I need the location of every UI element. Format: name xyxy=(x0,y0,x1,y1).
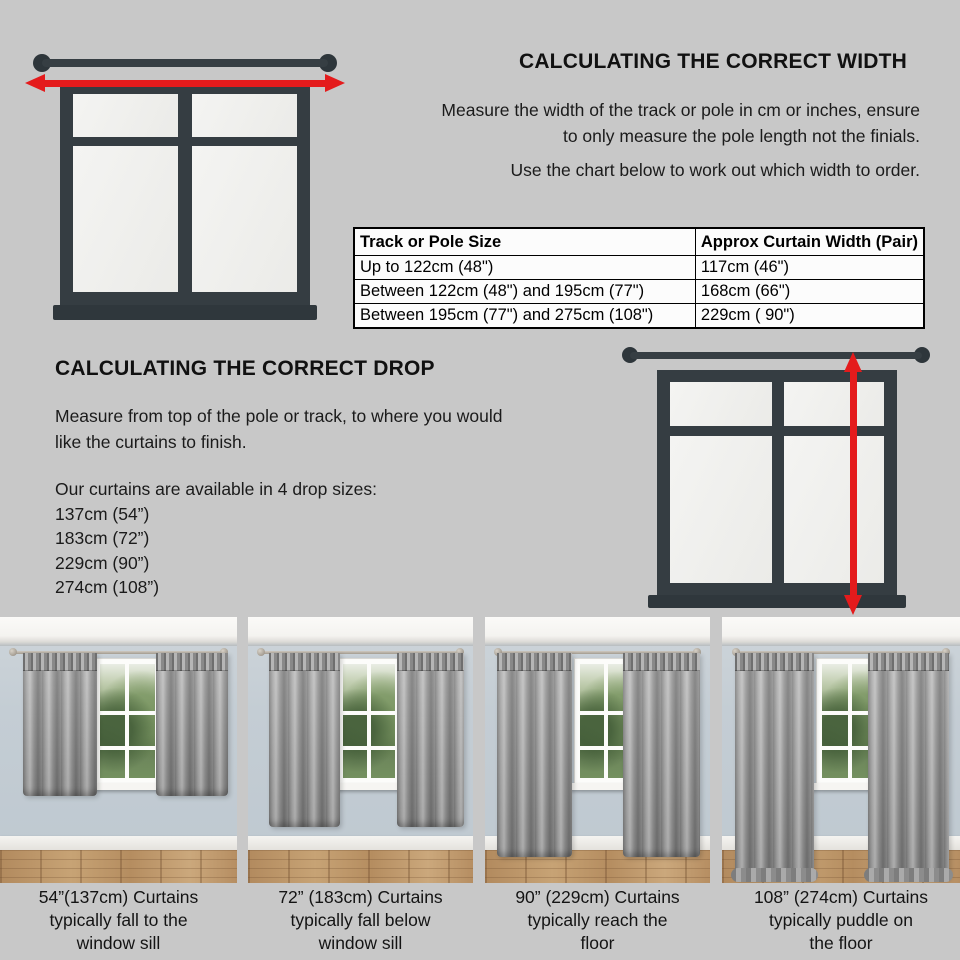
cornice xyxy=(0,617,237,646)
window-mullion xyxy=(367,664,371,778)
baseboard xyxy=(248,836,473,850)
caption-90in xyxy=(485,886,710,955)
drop-measure-illustration xyxy=(620,345,940,620)
width-section-title: CALCULATING THE CORRECT WIDTH xyxy=(518,50,907,73)
room-window xyxy=(337,658,401,784)
wood-floor xyxy=(248,850,473,883)
caption-line: typically reach the xyxy=(527,910,668,930)
window-mullion xyxy=(604,664,608,778)
drop-sizes-intro: Our curtains are available in 4 drop sizes: xyxy=(55,479,377,499)
caption-108in xyxy=(722,886,960,955)
width-body-line2: to only measure the pole length not the finials. xyxy=(562,126,920,146)
caption-line: floor xyxy=(580,933,615,953)
curtain-right xyxy=(868,653,949,880)
caption-line: the floor xyxy=(809,933,873,953)
window-mullion xyxy=(848,664,852,778)
window-mullion xyxy=(343,711,395,715)
table-header-row xyxy=(354,228,924,256)
drop-size-item: 229cm (90”) xyxy=(55,552,150,573)
photo-54in-curtains xyxy=(0,617,237,883)
table-cell-width: 229cm ( 90") xyxy=(695,304,924,329)
window-sill-graphic xyxy=(648,595,906,608)
curtain-pole-graphic xyxy=(630,352,922,359)
caption-line: 54”(137cm) Curtains xyxy=(38,887,199,907)
table-cell-pole: Between 195cm (77") and 275cm (108") xyxy=(354,304,695,329)
curtain-pole-graphic xyxy=(42,59,328,67)
drop-section-body xyxy=(55,403,502,455)
caption-line: 72” (183cm) Curtains xyxy=(278,887,443,907)
window-sill-graphic xyxy=(53,305,317,320)
window-pane xyxy=(784,382,884,426)
drop-arrow-icon xyxy=(844,352,862,615)
window-mullion xyxy=(100,711,155,715)
table-header-pole-size: Track or Pole Size xyxy=(354,228,695,256)
table-cell-pole: Between 122cm (48") and 195cm (77") xyxy=(354,280,695,304)
pole-finial-icon xyxy=(9,648,17,656)
window-sill xyxy=(333,783,405,790)
pole-finial-icon xyxy=(257,648,265,656)
width-arrow-icon xyxy=(25,74,345,93)
window-sill xyxy=(90,783,165,790)
window-mullion xyxy=(100,746,155,750)
caption-54in xyxy=(0,886,237,955)
table-cell-width: 168cm (66") xyxy=(695,280,924,304)
table-row xyxy=(354,304,924,329)
width-body-line1: Measure the width of the track or pole in cm or inches, ensure xyxy=(441,100,920,120)
window-pane xyxy=(670,436,772,583)
width-section-note: Use the chart below to work out which width to order. xyxy=(510,160,920,180)
window-pane xyxy=(73,146,178,292)
curtain-left xyxy=(23,653,98,796)
table-header-curtain-width: Approx Curtain Width (Pair) xyxy=(695,228,924,256)
drop-size-item: 137cm (54”) xyxy=(55,503,150,524)
arrow-shaft xyxy=(41,80,329,87)
caption-72in xyxy=(248,886,473,955)
cornice xyxy=(248,617,473,646)
cornice xyxy=(485,617,710,646)
curtain-right xyxy=(156,653,227,796)
window-graphic xyxy=(60,82,310,305)
cornice xyxy=(722,617,960,646)
caption-line: 90” (229cm) Curtains xyxy=(515,887,680,907)
table-cell-width: 117cm (46") xyxy=(695,256,924,280)
wood-floor xyxy=(0,850,237,883)
window-pane xyxy=(784,436,884,583)
curtain-right xyxy=(397,653,465,827)
curtain-left xyxy=(497,653,571,857)
size-table xyxy=(353,227,925,329)
drop-sizes-list xyxy=(55,477,377,600)
caption-line: typically fall to the xyxy=(49,910,188,930)
arrow-head-right xyxy=(325,74,345,92)
curtain-left xyxy=(269,653,340,827)
width-measure-illustration xyxy=(15,45,345,330)
arrow-shaft xyxy=(850,368,857,599)
window-pane xyxy=(192,146,297,292)
table-row xyxy=(354,280,924,304)
drop-size-item: 183cm (72”) xyxy=(55,528,150,548)
photo-90in-curtains xyxy=(485,617,710,883)
caption-line: window sill xyxy=(318,933,403,953)
caption-line: 108” (274cm) Curtains xyxy=(753,887,929,907)
photo-72in-curtains xyxy=(248,617,473,883)
curtain-right xyxy=(623,653,700,857)
window-pane xyxy=(670,382,772,426)
baseboard xyxy=(0,836,237,850)
window-pane xyxy=(192,94,297,137)
window-mullion xyxy=(343,746,395,750)
arrow-head-left xyxy=(25,74,45,92)
drop-section-title: CALCULATING THE CORRECT DROP xyxy=(55,357,435,380)
drop-size-item: 274cm (108”) xyxy=(55,577,160,597)
window-pane xyxy=(73,94,178,137)
caption-line: typically puddle on xyxy=(769,910,913,930)
room-window xyxy=(94,658,161,784)
caption-line: window sill xyxy=(76,933,161,953)
drop-body-line1: Measure from top of the pole or track, to where you would xyxy=(55,406,503,426)
arrow-head-bottom xyxy=(844,595,862,615)
table-row xyxy=(354,256,924,280)
table-cell-pole: Up to 122cm (48") xyxy=(354,256,695,280)
window-mullion xyxy=(125,664,129,778)
caption-line: typically fall below xyxy=(290,910,431,930)
curtain-left xyxy=(735,653,814,880)
arrow-head-top xyxy=(844,352,862,372)
width-section-body xyxy=(441,97,920,149)
photo-108in-curtains xyxy=(722,617,960,883)
drop-body-line2: like the curtains to finish. xyxy=(55,432,247,452)
